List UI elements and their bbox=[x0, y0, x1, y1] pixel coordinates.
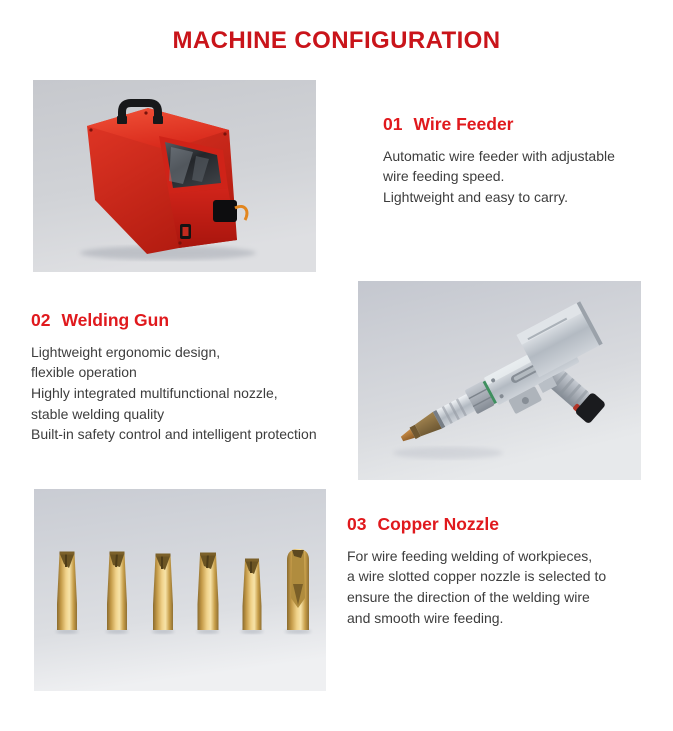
section-number: 03 bbox=[347, 514, 367, 534]
section-heading bbox=[31, 310, 361, 332]
wire-feeder-illustration bbox=[33, 80, 316, 272]
description-line: Lightweight and easy to carry. bbox=[383, 189, 568, 206]
section-number: 01 bbox=[383, 114, 403, 134]
section-title: Wire Feeder bbox=[413, 114, 514, 134]
section-welding-gun bbox=[31, 310, 361, 445]
page-title: MACHINE CONFIGURATION bbox=[172, 27, 501, 54]
copper-nozzle-photo bbox=[34, 489, 326, 691]
description-line: Built-in safety control and intelligent protection bbox=[31, 426, 317, 443]
description-line: wire feeding speed. bbox=[383, 168, 505, 185]
section-number: 02 bbox=[31, 310, 51, 330]
description-line: Highly integrated multifunctional nozzle, bbox=[31, 385, 278, 402]
welding-gun-photo bbox=[358, 281, 641, 480]
description-line: Lightweight ergonomic design, bbox=[31, 343, 221, 360]
description-line: flexible operation bbox=[31, 364, 137, 381]
description-line: Automatic wire feeder with adjustable bbox=[383, 147, 615, 164]
section-copper-nozzle bbox=[347, 514, 657, 628]
description-line: and smooth wire feeding. bbox=[347, 609, 504, 626]
copper-nozzle-illustration bbox=[34, 489, 326, 691]
section-description bbox=[347, 546, 657, 628]
section-title: Copper Nozzle bbox=[377, 514, 500, 534]
description-line: For wire feeding welding of workpieces, bbox=[347, 547, 593, 564]
section-heading bbox=[383, 114, 648, 136]
section-description bbox=[31, 342, 361, 445]
description-line: ensure the direction of the welding wire bbox=[347, 589, 590, 606]
wire-feeder-photo bbox=[33, 80, 316, 272]
section-title: Welding Gun bbox=[61, 310, 170, 330]
description-line: stable welding quality bbox=[31, 405, 165, 422]
description-line: a wire slotted copper nozzle is selected to bbox=[347, 568, 607, 585]
section-heading bbox=[347, 514, 657, 536]
section-wire-feeder bbox=[383, 114, 648, 208]
section-description bbox=[383, 146, 648, 208]
welding-gun-illustration bbox=[358, 281, 641, 480]
